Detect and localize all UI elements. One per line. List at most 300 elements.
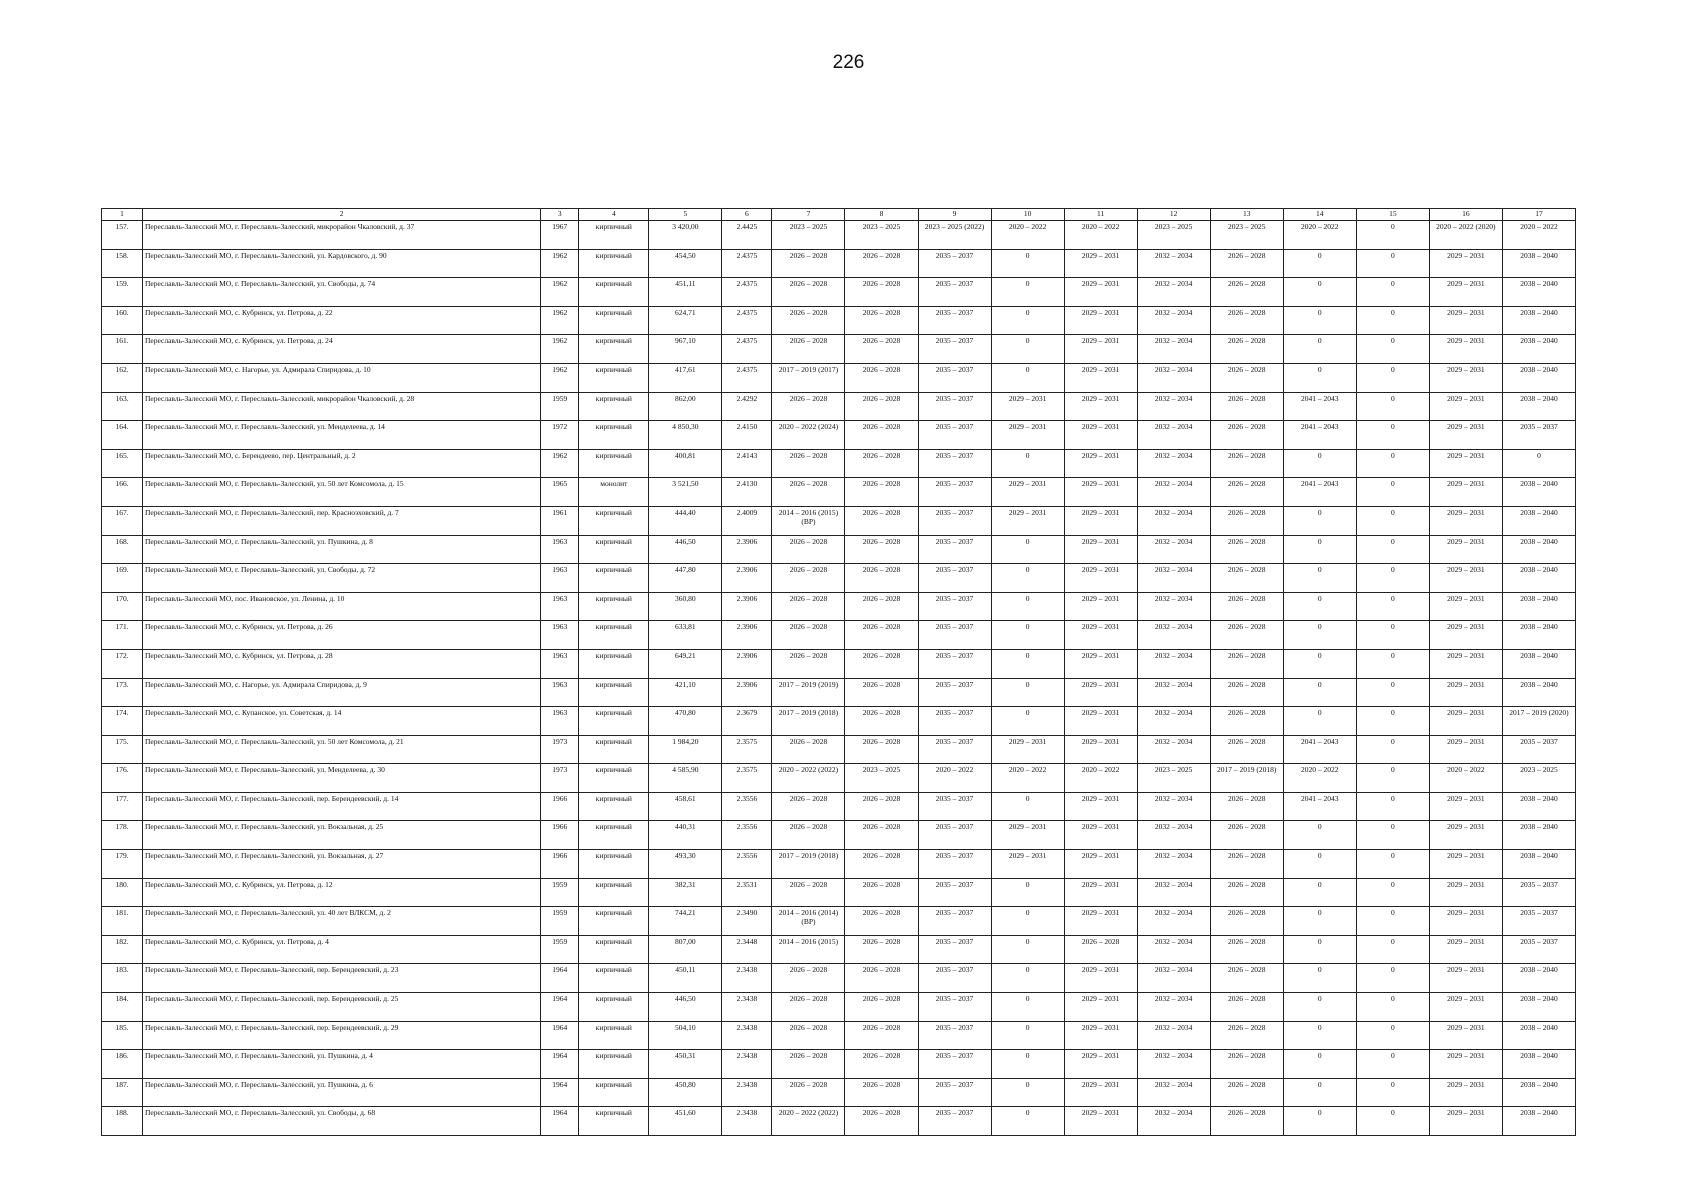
table-cell: 2.3490 [722,907,772,936]
table-cell: 4 585,90 [649,764,722,793]
table-cell: 2026 – 2028 [1210,306,1283,335]
table-cell: 2026 – 2028 [772,278,845,307]
table-cell: 649,21 [649,649,722,678]
table-cell: 0 [991,907,1064,936]
table-cell: 2038 – 2040 [1502,506,1575,535]
table-cell: 2029 – 2031 [1064,249,1137,278]
table-cell: 2026 – 2028 [1210,592,1283,621]
table-cell: 2029 – 2031 [991,821,1064,850]
table-cell: 2032 – 2034 [1137,678,1210,707]
table-cell: кирпичный [579,878,649,907]
table-cell: кирпичный [579,821,649,850]
table-cell: 2026 – 2028 [1210,392,1283,421]
table-cell: 0 [1283,935,1356,964]
table-cell: кирпичный [579,1050,649,1079]
table-cell: 2029 – 2031 [1064,878,1137,907]
row-number-cell: 178. [102,821,143,850]
table-cell: 417,61 [649,363,722,392]
table-row [102,1078,1576,1107]
table-cell: 2029 – 2031 [1064,535,1137,564]
table-cell: 2.3906 [722,535,772,564]
table-cell: 1963 [541,535,579,564]
table-cell: 2035 – 2037 [1502,907,1575,936]
table-cell: 360,80 [649,592,722,621]
column-number-header: 4 [579,209,649,221]
table-row [102,878,1576,907]
table-cell: 1959 [541,392,579,421]
table-cell: 2029 – 2031 [1064,1050,1137,1079]
table-cell: 0 [991,564,1064,593]
table-cell: 0 [1283,564,1356,593]
table-cell: 2032 – 2034 [1137,392,1210,421]
table-cell: 2029 – 2031 [1064,821,1137,850]
table-cell: 0 [991,363,1064,392]
table-cell: 2.3556 [722,792,772,821]
table-cell: 2029 – 2031 [1064,306,1137,335]
table-cell: кирпичный [579,735,649,764]
table-cell: 446,50 [649,993,722,1022]
row-number-cell: 168. [102,535,143,564]
table-cell: 447,80 [649,564,722,593]
table-row [102,821,1576,850]
table-cell: 2032 – 2034 [1137,964,1210,993]
table-cell: 2.3448 [722,935,772,964]
table-cell: 2026 – 2028 [772,621,845,650]
table-cell: 2035 – 2037 [918,278,991,307]
table-cell: 2041 – 2043 [1283,392,1356,421]
table-cell: 2035 – 2037 [918,964,991,993]
table-cell: кирпичный [579,993,649,1022]
table-cell: 2026 – 2028 [845,964,918,993]
address-cell: Переславль-Залесский МО, г. Переславль-Залесский, ул. Свободы, д. 68 [143,1107,541,1136]
address-cell: Переславль-Залесский МО, г. Переславль-Залесский, ул. Пушкина, д. 4 [143,1050,541,1079]
table-cell: 2.3438 [722,1021,772,1050]
table-row [102,392,1576,421]
table-cell: 0 [1356,821,1429,850]
table-cell: 0 [991,649,1064,678]
table-cell: 1966 [541,821,579,850]
table-cell: 2020 – 2022 [1064,221,1137,250]
table-cell: 2032 – 2034 [1137,249,1210,278]
table-cell: 1962 [541,363,579,392]
table-cell: 2.3438 [722,964,772,993]
table-cell: 2.4375 [722,363,772,392]
table-row [102,792,1576,821]
table-cell: 2026 – 2028 [1210,878,1283,907]
row-number-cell: 164. [102,421,143,450]
table-cell: 2032 – 2034 [1137,878,1210,907]
table-cell: 0 [1356,306,1429,335]
table-cell: 2026 – 2028 [1210,821,1283,850]
table-cell: 0 [1283,907,1356,936]
table-cell: 2038 – 2040 [1502,621,1575,650]
column-number-header: 7 [772,209,845,221]
column-number-header: 17 [1502,209,1575,221]
table-cell: 2020 – 2022 [991,221,1064,250]
table-row [102,278,1576,307]
table-cell: 2038 – 2040 [1502,478,1575,507]
table-cell: 2017 – 2019 (2020) [1502,707,1575,736]
table-cell: 1962 [541,278,579,307]
table-cell: 1973 [541,735,579,764]
table-cell: 0 [991,1107,1064,1136]
table-cell: 2029 – 2031 [1064,278,1137,307]
table-cell: 2026 – 2028 [1210,535,1283,564]
table-cell: 2.3906 [722,649,772,678]
table-cell: 0 [991,621,1064,650]
table-cell: 2023 – 2025 [1502,764,1575,793]
table-cell: 0 [1356,506,1429,535]
column-number-header: 12 [1137,209,1210,221]
table-cell: 2032 – 2034 [1137,907,1210,936]
table-cell: 493,30 [649,850,722,879]
table-cell: 2035 – 2037 [918,506,991,535]
table-cell: 2026 – 2028 [845,821,918,850]
table-cell: кирпичный [579,592,649,621]
table-row [102,1050,1576,1079]
row-number-cell: 171. [102,621,143,650]
table-cell: 0 [1356,278,1429,307]
table-cell: 2038 – 2040 [1502,821,1575,850]
address-cell: Переславль-Залесский МО, г. Переславль-Залесский, ул. 40 лет ВЛКСМ, д. 2 [143,907,541,936]
table-cell: 2026 – 2028 [845,478,918,507]
table-cell: 2014 – 2016 (2015) (ВР) [772,506,845,535]
table-cell: 2026 – 2028 [1210,249,1283,278]
address-cell: Переславль-Залесский МО, г. Переславль-Залесский, пер. Берендеевский, д. 29 [143,1021,541,1050]
table-row [102,707,1576,736]
table-cell: 2026 – 2028 [1210,935,1283,964]
table-cell: 2038 – 2040 [1502,1078,1575,1107]
table-cell: 2017 – 2019 (2018) [1210,764,1283,793]
table-row [102,621,1576,650]
table-row [102,993,1576,1022]
table-cell: 2026 – 2028 [845,278,918,307]
table-cell: 400,81 [649,449,722,478]
table-cell: 2014 – 2016 (2015) [772,935,845,964]
table-cell: 2035 – 2037 [918,392,991,421]
table-cell: 1964 [541,1021,579,1050]
table-cell: 2026 – 2028 [772,993,845,1022]
table-cell: кирпичный [579,392,649,421]
table-cell: 0 [1283,850,1356,879]
table-cell: 2035 – 2037 [918,735,991,764]
row-number-cell: 176. [102,764,143,793]
table-cell: 0 [1356,764,1429,793]
table-cell: кирпичный [579,935,649,964]
table-cell: 2.3438 [722,1050,772,1079]
table-cell: 0 [1356,592,1429,621]
table-cell: 2029 – 2031 [1064,850,1137,879]
table-cell: 862,00 [649,392,722,421]
table-cell: 2038 – 2040 [1502,592,1575,621]
address-cell: Переславль-Залесский МО, с. Кубринск, ул. Петрова, д. 12 [143,878,541,907]
table-cell: 0 [1356,707,1429,736]
column-number-header: 14 [1283,209,1356,221]
table-cell: 2026 – 2028 [772,592,845,621]
table-cell: 2029 – 2031 [1064,335,1137,364]
table-cell: 2029 – 2031 [1064,621,1137,650]
table-cell: 0 [1283,449,1356,478]
table-cell: 0 [1356,1021,1429,1050]
table-cell: кирпичный [579,421,649,450]
table-cell: 2026 – 2028 [845,993,918,1022]
table-cell: 2026 – 2028 [845,850,918,879]
table-cell: 2032 – 2034 [1137,592,1210,621]
column-number-header: 8 [845,209,918,221]
table-cell: 454,50 [649,249,722,278]
table-cell: кирпичный [579,1107,649,1136]
table-cell: 2023 – 2025 [845,764,918,793]
address-cell: Переславль-Залесский МО, г. Переславль-Залесский, ул. Свободы, д. 72 [143,564,541,593]
table-cell: 2.3438 [722,993,772,1022]
row-number-cell: 172. [102,649,143,678]
table-cell: 2029 – 2031 [1429,392,1502,421]
table-cell: 2029 – 2031 [1429,821,1502,850]
table-cell: 2029 – 2031 [1429,850,1502,879]
table-cell: 2023 – 2025 [1210,221,1283,250]
table-cell: 0 [991,592,1064,621]
table-cell: кирпичный [579,621,649,650]
row-number-cell: 183. [102,964,143,993]
table-cell: 2.4375 [722,335,772,364]
address-cell: Переславль-Залесский МО, с. Кубринск, ул. Петрова, д. 26 [143,621,541,650]
address-cell: Переславль-Залесский МО, г. Переславль-Залесский, ул. Пушкина, д. 8 [143,535,541,564]
table-cell: 2035 – 2037 [918,621,991,650]
table-cell: 2038 – 2040 [1502,535,1575,564]
table-cell: 2020 – 2022 [1283,764,1356,793]
table-cell: 2020 – 2022 (2020) [1429,221,1502,250]
table-cell: 2035 – 2037 [918,249,991,278]
column-number-header: 15 [1356,209,1429,221]
table-cell: 2026 – 2028 [1210,792,1283,821]
table-cell: 2.3575 [722,735,772,764]
table-cell: 0 [1283,535,1356,564]
table-cell: 2038 – 2040 [1502,249,1575,278]
table-cell: 2038 – 2040 [1502,335,1575,364]
table-cell: 2029 – 2031 [991,506,1064,535]
table-cell: 1964 [541,993,579,1022]
table-cell: 2020 – 2022 [1429,764,1502,793]
table-cell: 1963 [541,649,579,678]
table-cell: 0 [1283,707,1356,736]
address-cell: Переславль-Залесский МО, г. Переславль-Залесский, ул. Вокзальная, д. 27 [143,850,541,879]
address-cell: Переславль-Залесский МО, г. Переславль-Залесский, ул. Вокзальная, д. 25 [143,821,541,850]
row-number-cell: 180. [102,878,143,907]
table-cell: 2026 – 2028 [1210,449,1283,478]
table-cell: кирпичный [579,249,649,278]
table-cell: 2032 – 2034 [1137,621,1210,650]
table-cell: 2026 – 2028 [772,478,845,507]
table-cell: 0 [1356,363,1429,392]
table-cell: 2041 – 2043 [1283,735,1356,764]
table-cell: 0 [1356,1107,1429,1136]
table-cell: 2029 – 2031 [1429,306,1502,335]
table-cell: 2023 – 2025 [1137,764,1210,793]
table-cell: 2026 – 2028 [845,1021,918,1050]
table-cell: 2035 – 2037 [918,649,991,678]
table-cell: 2023 – 2025 [845,221,918,250]
column-number-header: 6 [722,209,772,221]
table-cell: 2029 – 2031 [991,421,1064,450]
table-cell: 1 984,20 [649,735,722,764]
address-cell: Переславль-Залесский МО, г. Переславль-Залесский, ул. 50 лет Комсомола, д. 15 [143,478,541,507]
address-cell: Переславль-Залесский МО, с. Кубринск, ул. Петрова, д. 28 [143,649,541,678]
table-cell: 1966 [541,850,579,879]
table-cell: 2026 – 2028 [772,449,845,478]
row-number-cell: 179. [102,850,143,879]
table-cell: 2029 – 2031 [991,392,1064,421]
address-cell: Переславль-Залесский МО, с. Кубринск, ул. Петрова, д. 22 [143,306,541,335]
table-cell: 2032 – 2034 [1137,707,1210,736]
table-cell: 2026 – 2028 [1210,1050,1283,1079]
row-number-cell: 166. [102,478,143,507]
table-row [102,421,1576,450]
table-cell: 2029 – 2031 [1429,535,1502,564]
table-cell: 2035 – 2037 [918,1078,991,1107]
table-cell: 0 [991,993,1064,1022]
address-cell: Переславль-Залесский МО, г. Переславль-Залесский, пер. Берендеевский, д. 14 [143,792,541,821]
address-cell: Переславль-Залесский МО, г. Переславль-Залесский, ул. Менделеева, д. 14 [143,421,541,450]
table-cell: 2038 – 2040 [1502,1021,1575,1050]
table-cell: 2038 – 2040 [1502,964,1575,993]
table-cell: 2035 – 2037 [918,1050,991,1079]
table-cell: 2035 – 2037 [918,935,991,964]
table-cell: 2023 – 2025 (2022) [918,221,991,250]
table-cell: 2035 – 2037 [918,592,991,621]
table-cell: 2032 – 2034 [1137,478,1210,507]
table-cell: 2026 – 2028 [772,535,845,564]
table-cell: 2035 – 2037 [918,821,991,850]
page-number: 226 [832,52,865,73]
table-cell: 2032 – 2034 [1137,735,1210,764]
table-cell: 2032 – 2034 [1137,306,1210,335]
table-cell: 2026 – 2028 [772,306,845,335]
table-cell: 2026 – 2028 [845,707,918,736]
table-cell: 2029 – 2031 [1064,735,1137,764]
row-number-cell: 158. [102,249,143,278]
table-cell: 2038 – 2040 [1502,1050,1575,1079]
row-number-cell: 161. [102,335,143,364]
table-cell: 2026 – 2028 [772,735,845,764]
table-cell: 0 [1283,1021,1356,1050]
table-cell: 0 [1283,993,1356,1022]
table-cell: 2026 – 2028 [845,649,918,678]
table-cell: 0 [1283,1107,1356,1136]
table-row [102,735,1576,764]
table-cell: 2029 – 2031 [1429,935,1502,964]
table-cell: 0 [991,1078,1064,1107]
table-cell: 2017 – 2019 (2019) [772,678,845,707]
table-cell: 2026 – 2028 [1210,1021,1283,1050]
table-cell: 0 [991,535,1064,564]
table-cell: 2026 – 2028 [845,678,918,707]
table-row [102,306,1576,335]
table-cell: 2035 – 2037 [918,707,991,736]
table-cell: 2029 – 2031 [1429,649,1502,678]
table-cell: 450,80 [649,1078,722,1107]
table-cell: 0 [1283,506,1356,535]
table-cell: 2029 – 2031 [1064,993,1137,1022]
table-cell: 2029 – 2031 [1064,564,1137,593]
table-cell: 0 [991,878,1064,907]
table-cell: 2029 – 2031 [1429,1078,1502,1107]
table-cell: 2.3906 [722,621,772,650]
address-cell: Переславль-Залесский МО, с. Кубринск, ул. Петрова, д. 4 [143,935,541,964]
table-cell: 0 [1356,621,1429,650]
table-cell: 440,31 [649,821,722,850]
table-row [102,964,1576,993]
table-cell: 2.4130 [722,478,772,507]
row-number-cell: 182. [102,935,143,964]
table-cell: 2035 – 2037 [918,850,991,879]
table-cell: 2035 – 2037 [918,421,991,450]
table-cell: 2.4009 [722,506,772,535]
table-cell: 0 [1283,592,1356,621]
address-cell: Переславль-Залесский МО, г. Переславль-Залесский, ул. Пушкина, д. 6 [143,1078,541,1107]
table-cell: 2032 – 2034 [1137,1078,1210,1107]
table-cell: 1964 [541,1107,579,1136]
table-cell: 2020 – 2022 [1502,221,1575,250]
address-cell: Переславль-Залесский МО, пос. Ивановское, ул. Ленина, д. 10 [143,592,541,621]
table-cell: 2029 – 2031 [1429,592,1502,621]
table-cell: 2029 – 2031 [1064,449,1137,478]
table-cell: 4 850,30 [649,421,722,450]
table-cell: 1959 [541,878,579,907]
table-cell: кирпичный [579,1021,649,1050]
table-cell: 2032 – 2034 [1137,421,1210,450]
table-cell: 0 [1356,678,1429,707]
table-cell: 2026 – 2028 [772,792,845,821]
table-cell: 0 [991,449,1064,478]
table-cell: 1963 [541,678,579,707]
table-row [102,335,1576,364]
table-cell: 2038 – 2040 [1502,564,1575,593]
table-cell: 2026 – 2028 [845,564,918,593]
table-cell: 2041 – 2043 [1283,478,1356,507]
table-cell: 2035 – 2037 [1502,935,1575,964]
table-cell: 2032 – 2034 [1137,449,1210,478]
address-cell: Переславль-Залесский МО, с. Нагорье, ул. Адмирала Спиридова, д. 9 [143,678,541,707]
table-cell: 2.3575 [722,764,772,793]
table-cell: 807,00 [649,935,722,964]
table-cell: 2026 – 2028 [772,1021,845,1050]
table-cell: кирпичный [579,678,649,707]
table-cell: кирпичный [579,850,649,879]
table-cell: 0 [991,335,1064,364]
table-cell: 2038 – 2040 [1502,392,1575,421]
column-number-header: 11 [1064,209,1137,221]
address-cell: Переславль-Залесский МО, г. Переславль-Залесский, ул. Менделеева, д. 30 [143,764,541,793]
table-cell: 2.4143 [722,449,772,478]
row-number-cell: 188. [102,1107,143,1136]
table-cell: 2026 – 2028 [845,335,918,364]
table-cell: 2029 – 2031 [1064,964,1137,993]
table-cell: 0 [1283,278,1356,307]
table-row [102,907,1576,936]
table-cell: 2.3679 [722,707,772,736]
address-cell: Переславль-Залесский МО, г. Переславль-Залесский, пер. Берендеевский, д. 25 [143,993,541,1022]
table-cell: 2029 – 2031 [1064,707,1137,736]
table-cell: 2029 – 2031 [1429,278,1502,307]
table-cell: 2032 – 2034 [1137,821,1210,850]
table-cell: 2032 – 2034 [1137,1021,1210,1050]
table-cell: кирпичный [579,564,649,593]
table-cell: 1964 [541,1050,579,1079]
table-row [102,478,1576,507]
table-cell: 967,10 [649,335,722,364]
table-row [102,506,1576,535]
row-number-cell: 169. [102,564,143,593]
